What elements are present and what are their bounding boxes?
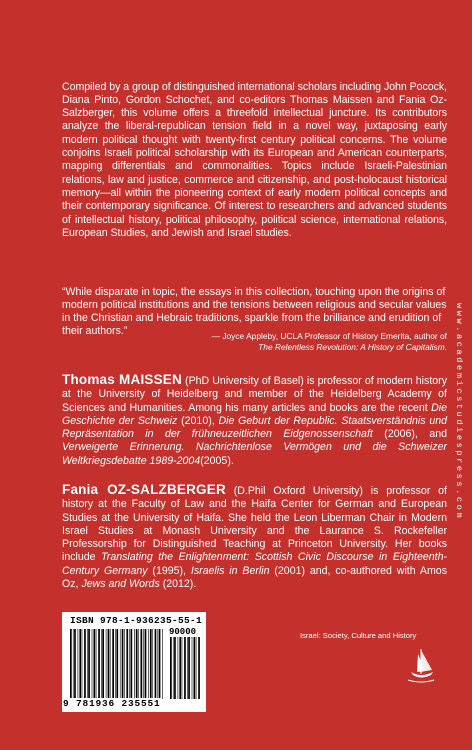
attribution-text: — Joyce Appleby, UCLA Professor of History Emerita, author of bbox=[211, 331, 447, 341]
barcode-bar bbox=[187, 637, 188, 699]
barcode-bar bbox=[102, 629, 104, 699]
barcode-bar bbox=[70, 629, 72, 699]
bio-book-title: Jews and Words bbox=[81, 578, 160, 591]
bio-text: (2012). bbox=[159, 578, 197, 591]
barcode-bar bbox=[188, 637, 190, 699]
barcode-bar bbox=[131, 629, 133, 699]
barcode-bar bbox=[78, 629, 79, 699]
barcode-bar bbox=[173, 637, 174, 699]
barcode-bar bbox=[196, 637, 197, 699]
barcode-bar bbox=[198, 637, 200, 699]
addon-barcode-bars bbox=[170, 637, 200, 699]
ean-digits: 9 781936 235551 bbox=[63, 698, 161, 709]
barcode-bar bbox=[92, 629, 93, 699]
barcode-bar bbox=[136, 629, 138, 699]
barcode-bar bbox=[159, 629, 161, 699]
barcode-bar bbox=[74, 629, 76, 699]
barcode-bar bbox=[141, 629, 143, 699]
barcode-bar bbox=[84, 629, 86, 699]
price-code: 90000 bbox=[169, 627, 197, 637]
attribution-book-title: The Relentless Revolution: A History of Capitalism. bbox=[258, 342, 447, 352]
barcode-bar bbox=[134, 629, 135, 699]
editor-name: Thomas MAISSEN bbox=[62, 372, 182, 387]
barcode-bar bbox=[108, 629, 110, 699]
barcode-bar bbox=[143, 629, 144, 699]
barcode-bar bbox=[178, 637, 179, 699]
editor-name: Fania OZ-SALZBERGER bbox=[62, 482, 226, 497]
barcode-bar bbox=[110, 629, 111, 699]
editor-bio-maissen bbox=[62, 373, 447, 468]
barcode-bar bbox=[124, 629, 125, 699]
barcode-bar bbox=[158, 629, 159, 699]
barcode-bar bbox=[179, 637, 181, 699]
bio-text: (D.Phil Oxford University) is professor of history at the Faculty of Law and the Haifa Center for German and European Studies at the University of Haifa. She held the Leon Liberman Chair in Modern Israel Studies at Monash University and the Laurance S. Rockefeller Professorship for Distinguished Teaching at Princeton University. Her books include bbox=[62, 485, 447, 564]
barcode-bar bbox=[101, 629, 102, 699]
book-description: Compiled by a group of distinguished international scholars including John Pocock, Diana Pinto, Gordon Schochet, and co-editors Thomas Maissen and Fania Oz-Salzberger, this volume offers a threefold intellectual juncture. Its contributors analyze the liberal-republican tension field in a novel way, juxtaposing early modern political thought with twenty-first century political concerns. The volume conjoins Israeli political scholarship with its European and American counterparts, mapping differentials and commonalities. Topics include Israeli-Palestinian relations, law and justice, commerce and citizenship, and post-holocaust historical memory—all within the pioneering context of early modern political concepts and their contemporary significance. Of interest to researchers and advanced students of intellectual history, political philosophy, political science, international relations, European Studies, and Jewish and Israel studies. bbox=[62, 80, 447, 239]
barcode-bar bbox=[120, 629, 121, 699]
barcode-bar bbox=[87, 629, 88, 699]
publisher-website bbox=[452, 303, 464, 603]
bio-book-title: Translating the Enlightenment: Scottish Civic Discourse in Eighteenth-Century Germany bbox=[62, 551, 448, 577]
barcode-bar bbox=[184, 637, 186, 699]
barcode-bar bbox=[170, 637, 172, 699]
barcode-bar bbox=[148, 629, 149, 699]
publisher-url: www.academicstudiespress.com bbox=[454, 303, 464, 521]
bio-book-title: Die Geburt der Republic. Staatsverständnis und Repräsentation in der frühneuzeitlichen Eidgenossenschaft bbox=[62, 414, 448, 441]
barcode-bar bbox=[98, 629, 100, 699]
barcode-bar bbox=[73, 629, 74, 699]
barcode-bar bbox=[82, 629, 83, 699]
barcode-bar bbox=[129, 629, 130, 699]
bio-book-title: Verweigerte Erinnerung. Nachrichtenlose Vermögen und die Schweizer Weltkriegsdebatte 1989-2004 bbox=[62, 441, 447, 467]
isbn-label: ISBN 978-1-936235-55-1 bbox=[70, 615, 203, 626]
editor-bio-oz-salzberger bbox=[62, 483, 447, 591]
barcode-bar bbox=[96, 629, 97, 699]
barcode-bar bbox=[145, 629, 147, 699]
isbn-barcode bbox=[62, 612, 206, 712]
bio-book-title: Israelis in Berlin bbox=[190, 564, 270, 577]
bio-book-title: Die Geschichte der Schweiz bbox=[62, 401, 447, 427]
bio-text: (2001) and, co-authored with Amos Oz, bbox=[62, 564, 448, 591]
bio-text: (2010), bbox=[177, 414, 219, 427]
bio-text: (2006), and bbox=[372, 428, 447, 441]
barcode-bar bbox=[162, 629, 163, 699]
barcode-bar bbox=[155, 629, 157, 699]
bio-text: (2005). bbox=[200, 454, 234, 467]
barcode-bar bbox=[126, 629, 128, 699]
barcode-bar bbox=[194, 637, 196, 699]
barcode-bar bbox=[174, 637, 176, 699]
barcode-bar bbox=[138, 629, 139, 699]
barcode-bar bbox=[122, 629, 124, 699]
bio-text: (1995), bbox=[147, 564, 191, 577]
barcode-bar bbox=[116, 629, 118, 699]
barcode-bar bbox=[79, 629, 81, 699]
barcode-bar bbox=[106, 629, 107, 699]
series-title: Israel: Society, Culture and History bbox=[300, 631, 417, 640]
barcode-bar bbox=[115, 629, 116, 699]
barcode-bar bbox=[112, 629, 114, 699]
barcode-bar bbox=[150, 629, 152, 699]
barcode-bars bbox=[70, 629, 164, 699]
barcode-bar bbox=[152, 629, 153, 699]
barcode-bar bbox=[88, 629, 90, 699]
publisher-logo-icon bbox=[405, 644, 437, 686]
barcode-bar bbox=[94, 629, 96, 699]
bio-text: (PhD University of Basel) is professor of modern history at the University of Heidelberg and member of the Heidelberg Academy of Sciences and Humanities. Among his many articles and books are the recent bbox=[62, 375, 447, 414]
endorsement-attribution bbox=[62, 331, 447, 353]
endorsement-quote: “While disparate in topic, the essays in this collection, touching upon the origins of modern political institutions and the tensions between religious and secular values in the Christian and Hebraic traditions, sparkle from the brilliance and erudition of their authors.” bbox=[62, 285, 447, 338]
barcode-bar bbox=[182, 637, 183, 699]
barcode-bar bbox=[192, 637, 193, 699]
